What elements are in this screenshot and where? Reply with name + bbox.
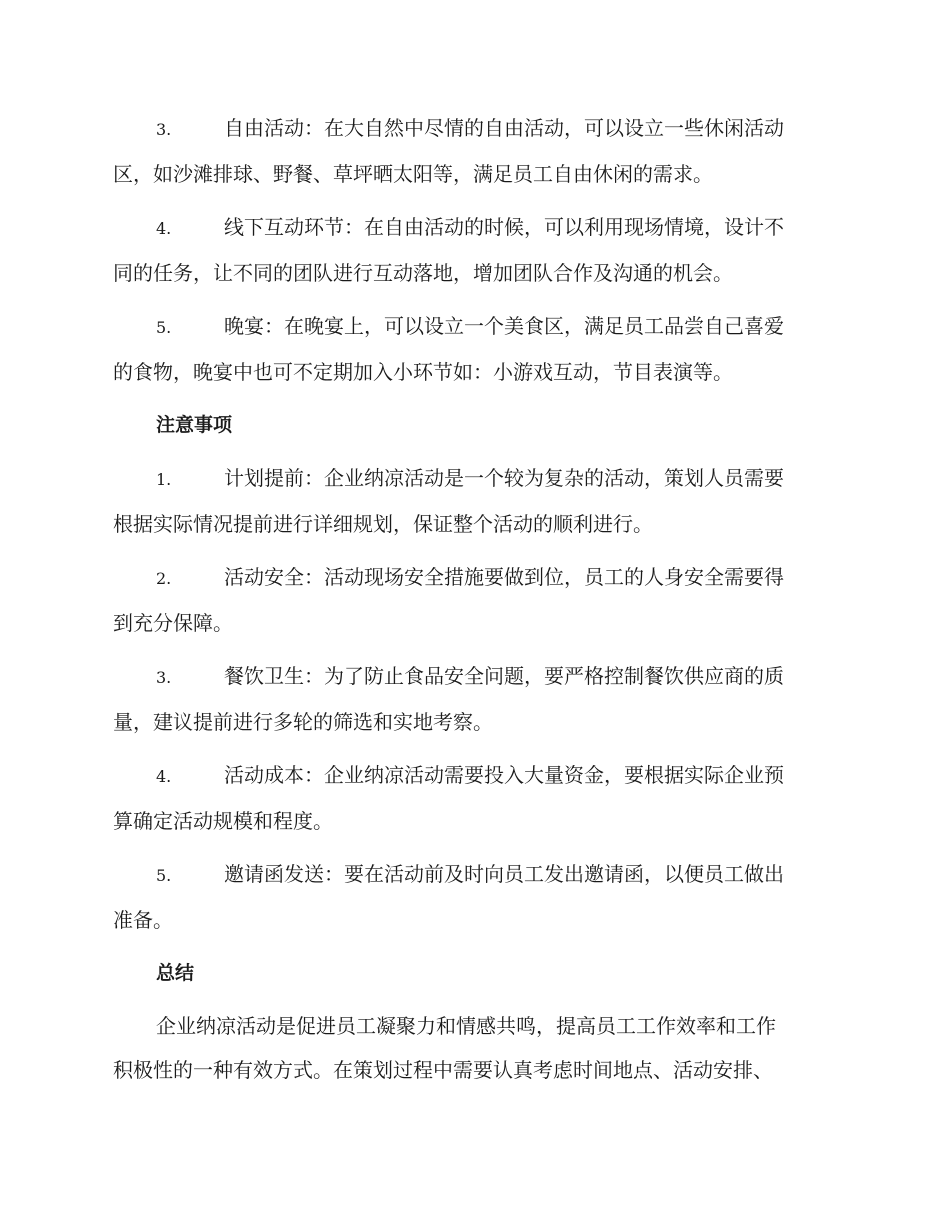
list-item-activity-5 [113,304,833,394]
summary-line1: 企业纳凉活动是促进员工凝聚力和情感共鸣，提高员工工作效率和工作 [156,1014,776,1038]
list-number: 1. [156,470,172,489]
list-number: 3. [156,668,172,687]
list-number: 5. [156,318,172,337]
list-item-text-line2: 根据实际情况提前进行详细规划，保证整个活动的顺利进行。 [113,512,653,536]
section-heading-notes: 注意事项 [156,414,233,436]
list-item-text-line2: 到充分保障。 [113,611,233,635]
list-item-text-line2: 准备。 [113,908,173,932]
list-item-note-4 [113,753,833,843]
list-item-note-5 [113,852,833,942]
section-heading-summary: 总结 [156,962,195,984]
summary-paragraph [113,1004,833,1092]
summary-line2: 积极性的一种有效方式。在策划过程中需要认真考虑时间地点、活动安排、 [113,1058,773,1082]
list-item-note-3 [113,654,833,744]
list-number: 4. [156,219,172,238]
list-item-text-line1: 餐饮卫生：为了防止食品安全问题，要严格控制餐饮供应商的质 [224,664,784,688]
list-item-text-line1: 活动安全：活动现场安全措施要做到位，员工的人身安全需要得 [224,565,784,589]
list-item-text-line1: 晚宴：在晚宴上，可以设立一个美食区，满足员工品尝自己喜爱 [224,314,784,338]
list-item-text-line1: 自由活动：在大自然中尽情的自由活动，可以设立一些休闲活动 [224,116,784,140]
list-item-note-2 [113,555,833,645]
list-item-text-line1: 计划提前：企业纳凉活动是一个较为复杂的活动，策划人员需要 [224,466,784,490]
list-item-text-line2: 量，建议提前进行多轮的筛选和实地考察。 [113,710,493,734]
list-number: 3. [156,120,172,139]
list-number: 5. [156,866,172,885]
list-item-text-line1: 活动成本：企业纳凉活动需要投入大量资金，要根据实际企业预 [224,763,784,787]
list-item-text-line1: 线下互动环节：在自由活动的时候，可以利用现场情境，设计不 [224,215,784,239]
list-item-text-line2: 的食物，晚宴中也可不定期加入小环节如：小游戏互动，节目表演等。 [113,360,733,384]
list-item-note-1 [113,456,833,546]
list-item-activity-4 [113,205,833,295]
list-item-text-line2: 算确定活动规模和程度。 [113,809,333,833]
list-item-text-line2: 同的任务，让不同的团队进行互动落地，增加团队合作及沟通的机会。 [113,261,733,285]
document-body [113,106,833,1092]
list-item-activity-3 [113,106,833,196]
list-item-text-line1: 邀请函发送：要在活动前及时向员工发出邀请函，以便员工做出 [224,862,784,886]
list-item-text-line2: 区，如沙滩排球、野餐、草坪晒太阳等，满足员工自由休闲的需求。 [113,162,713,186]
list-number: 2. [156,569,172,588]
list-number: 4. [156,767,172,786]
